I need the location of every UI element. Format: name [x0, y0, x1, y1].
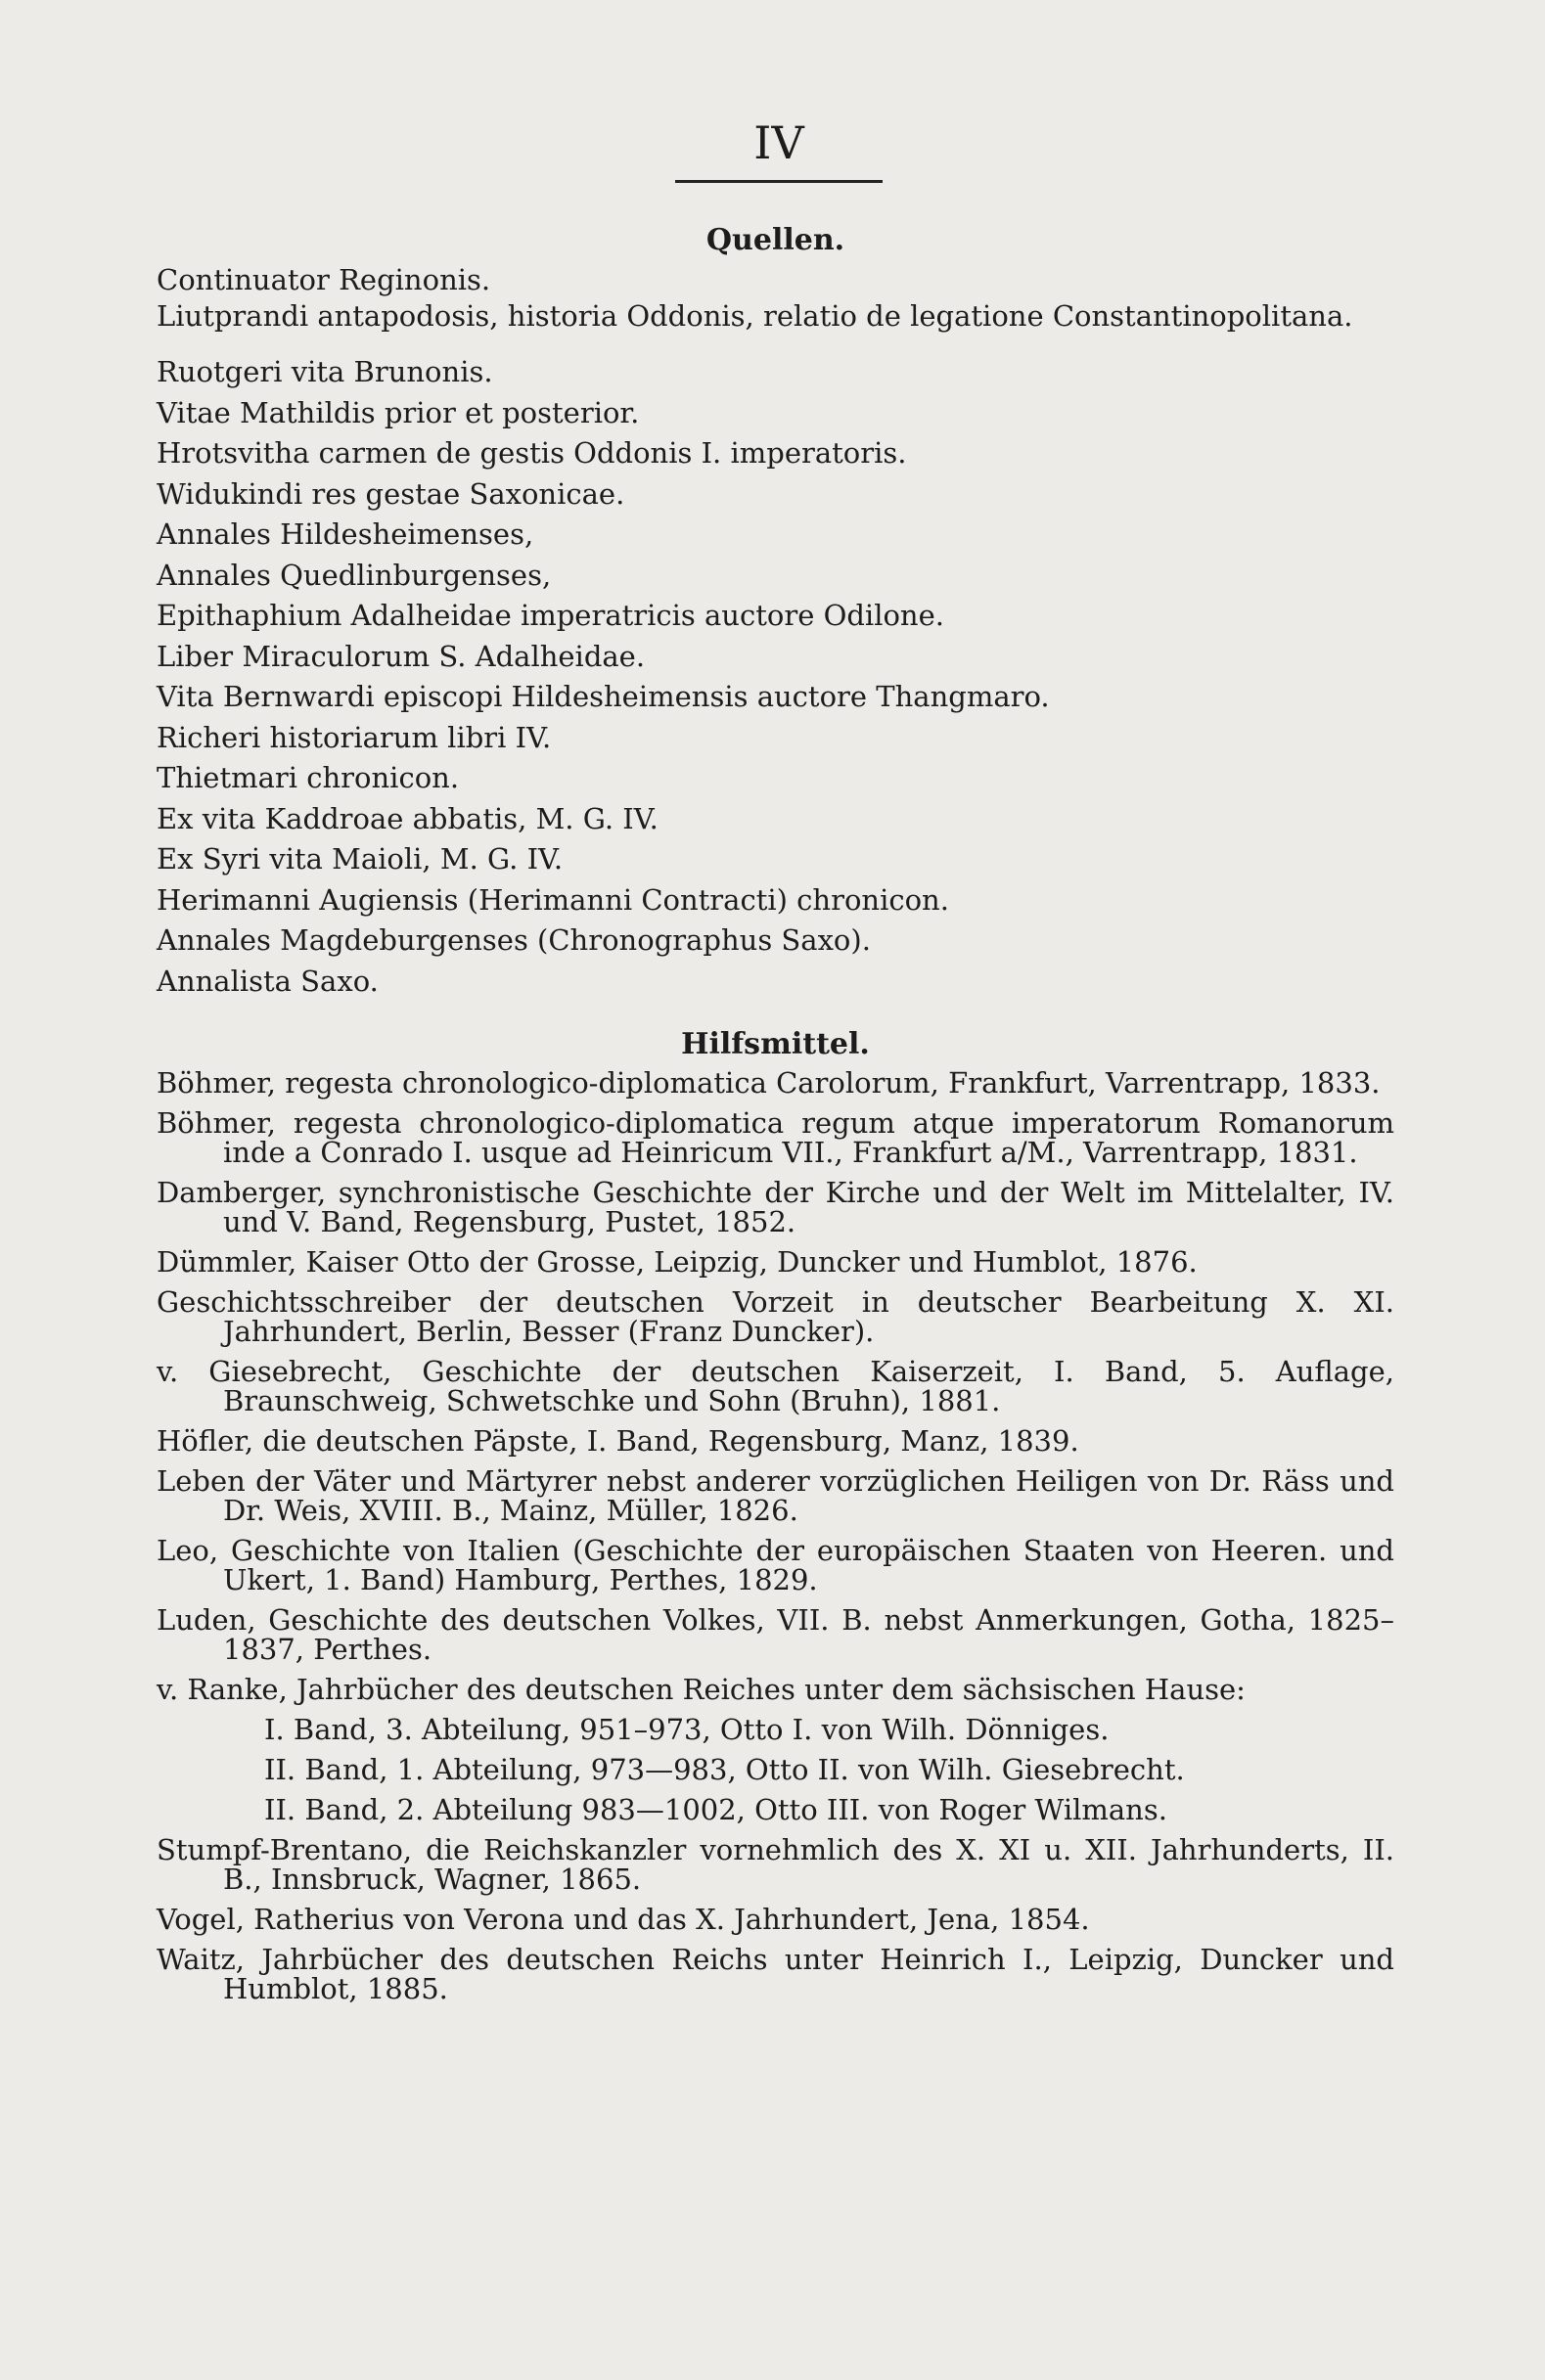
source-item: Annales Magdeburgenses (Chronographus Saxo).: [157, 923, 871, 957]
source-item: Annalista Saxo.: [157, 964, 379, 998]
bibliography-entry: Vogel, Ratherius von Verona und das X. Jahrhundert, Jena, 1854.: [157, 1903, 1090, 1936]
bibliography-entry: Leben der Väter und Märtyrer nebst anderer vorzüglichen Heiligen von Dr. Räss und Dr. Weis, XVIII. B., Mainz, Müller, 1826.: [157, 1464, 1394, 1527]
page-body: [157, 221, 1394, 2014]
source-item: Liber Miraculorum S. Adalheidae.: [157, 639, 646, 673]
source-item: Ex vita Kaddroae abbatis, M. G. IV.: [157, 801, 659, 835]
bibliography-entry: Böhmer, regesta chronologico-diplomatica regum atque imperatorum Romanorum inde a Conrado I. usque ad Heinricum VII., Frankfurt a/M., Varrentrapp, 1831.: [157, 1106, 1394, 1169]
ranke-volume: II. Band, 2. Abteilung 983—1002, Otto III. von Roger Wilmans.: [264, 1793, 1167, 1826]
bibliography-entry: Böhmer, regesta chronologico-diplomatica Carolorum, Frankfurt, Varrentrapp, 1833.: [157, 1066, 1381, 1100]
source-item: Epithaphium Adalheidae imperatricis auctore Odilone.: [157, 599, 944, 632]
bibliography-entry: Luden, Geschichte des deutschen Volkes, VII. B. nebst Anmerkungen, Gotha, 1825–1837, Perthes.: [157, 1603, 1394, 1666]
header-rule: [675, 180, 883, 183]
ranke-volume-list: [157, 1715, 1394, 1824]
source-item: Vitae Mathildis prior et posterior.: [157, 395, 640, 429]
source-item: Thietmari chronicon.: [157, 761, 460, 794]
source-item: Ruotgeri vita Brunonis.: [157, 355, 493, 388]
sources-section: [157, 221, 1394, 1002]
source-item: Annales Hildesheimenses,: [157, 517, 534, 551]
source-item: Vita Bernwardi episcopi Hildesheimensis auctore Thangmaro.: [157, 680, 1050, 713]
source-item: Annales Quedlinburgenses,: [157, 558, 552, 592]
source-item: Richeri historiarum libri IV.: [157, 720, 552, 754]
bibliography-entry: Damberger, synchronistische Geschichte der Kirche und der Welt im Mittelalter, IV. und V. Band, Regensburg, Pustet, 1852.: [157, 1176, 1394, 1238]
aids-heading: Hilfsmittel.: [681, 1027, 870, 1061]
bibliography-entry: Leo, Geschichte von Italien (Geschichte der europäischen Staaten von Heeren. und Ukert, 1. Band) Hamburg, Perthes, 1829.: [157, 1534, 1394, 1596]
bibliography-entry: v. Ranke, Jahrbücher des deutschen Reiches unter dem sächsischen Hause:: [157, 1673, 1246, 1706]
bibliography-entry: Geschichtsschreiber der deutschen Vorzeit in deutscher Bearbeitung X. XI. Jahrhundert, Berlin, Besser (Franz Duncker).: [157, 1285, 1394, 1348]
source-item: Liutprandi antapodosis, historia Oddonis, relatio de legatione Constantinopolitana.: [157, 298, 1353, 333]
bibliography-entry: Dümmler, Kaiser Otto der Grosse, Leipzig, Duncker und Humblot, 1876.: [157, 1245, 1198, 1279]
source-item: Widukindi res gestae Saxonicae.: [157, 476, 625, 511]
bibliography-entry: Höfler, die deutschen Päpste, I. Band, Regensburg, Manz, 1839.: [157, 1424, 1079, 1458]
source-item: Herimanni Augiensis (Herimanni Contracti) chronicon.: [157, 882, 949, 917]
page-number: IV: [753, 116, 804, 169]
ranke-volume: I. Band, 3. Abteilung, 951–973, Otto I. von Wilh. Dönniges.: [264, 1713, 1110, 1746]
sources-heading: Quellen.: [705, 223, 845, 257]
bibliography-entry: Stumpf-Brentano, die Reichskanzler vornehmlich des X. XI u. XII. Jahrhunderts, II. B., Innsbruck, Wagner, 1865.: [157, 1833, 1394, 1896]
source-item: Continuator Reginonis.: [157, 263, 491, 296]
aids-section: [157, 1025, 1394, 2003]
bibliography-entry: Waitz, Jahrbücher des deutschen Reichs unter Heinrich I., Leipzig, Duncker und Humblot, 1885.: [157, 1943, 1394, 2005]
ranke-volume: II. Band, 1. Abteilung, 973—983, Otto II. von Wilh. Giesebrecht.: [264, 1753, 1185, 1786]
source-item: Ex Syri vita Maioli, M. G. IV.: [157, 842, 564, 876]
bibliography-entry: v. Giesebrecht, Geschichte der deutschen Kaiserzeit, I. Band, 5. Auflage, Braunschweig, Schwetschke und Sohn (Bruhn), 1881.: [157, 1355, 1394, 1417]
source-item: Hrotsvitha carmen de gestis Oddonis I. imperatoris.: [157, 436, 907, 470]
